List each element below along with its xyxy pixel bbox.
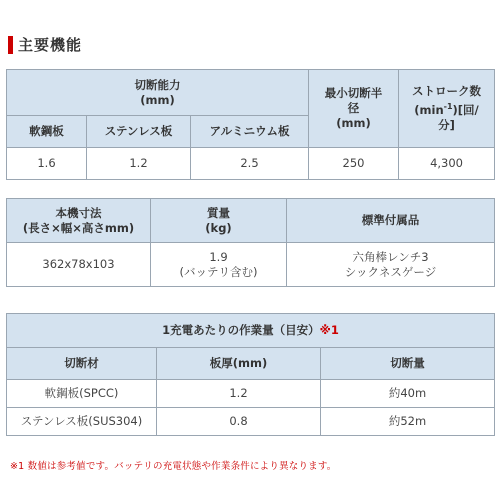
stroke-header-line2 xyxy=(399,99,494,118)
work-header-cut-length: 切断量 xyxy=(321,348,495,380)
mass-header-unit: (kg) xyxy=(205,220,232,235)
capacity-header-unit: (mm) xyxy=(140,92,175,107)
mass-header-label: 質量 xyxy=(207,205,230,220)
min-radius-header-unit: (mm) xyxy=(336,116,371,130)
dims-header-unit: (長さ×幅×高さmm) xyxy=(22,220,135,235)
mass-value-note: (バッテリ含む) xyxy=(179,264,258,279)
section-title: 主要機能 xyxy=(18,36,83,54)
capacity-header xyxy=(7,70,309,116)
stroke-unit-sup: -1 xyxy=(443,102,453,112)
accessories-value xyxy=(287,243,495,287)
work-table-title-text: 1充電あたりの作業量（目安） xyxy=(162,323,320,337)
work-header-thickness: 板厚(mm) xyxy=(157,348,321,380)
stroke-header-line1: ストローク数 xyxy=(412,84,482,99)
mass-value-number: 1.9 xyxy=(209,249,228,264)
min-radius-header-line2: 径 xyxy=(347,101,360,115)
work-row-2-thickness: 0.8 xyxy=(157,408,321,436)
accessory-hex-wrench: 六角棒レンチ3 xyxy=(352,249,429,264)
work-row-1-material: 軟鋼板(SPCC) xyxy=(7,380,157,408)
mass-value xyxy=(151,243,287,287)
dims-header xyxy=(7,199,151,243)
work-row-2-material: ステンレス板(SUS304) xyxy=(7,408,157,436)
work-header-material: 切断材 xyxy=(7,348,157,380)
work-table-title xyxy=(7,314,495,348)
sub-header-mild-steel: 軟鋼板 xyxy=(7,116,87,148)
min-radius-header xyxy=(309,70,399,148)
accessories-header: 標準付属品 xyxy=(287,199,495,243)
footnote: ※1 数値は参考値です。バッテリの充電状態や作業条件により異なります。 xyxy=(10,461,337,472)
stroke-header-line3: 分] xyxy=(438,117,455,132)
specs-table xyxy=(6,198,495,287)
value-aluminum: 2.5 xyxy=(191,148,309,180)
sub-header-stainless: ステンレス板 xyxy=(87,116,191,148)
stroke-unit-pre: (min xyxy=(414,102,444,117)
section-title-marker xyxy=(8,36,13,54)
dims-header-label: 本機寸法 xyxy=(55,205,102,220)
work-row-2-cut-length: 約52m xyxy=(321,408,495,436)
mass-header xyxy=(151,199,287,243)
value-stainless: 1.2 xyxy=(87,148,191,180)
work-row-1-cut-length: 約40m xyxy=(321,380,495,408)
sub-header-aluminum: アルミニウム板 xyxy=(191,116,309,148)
capacity-header-label: 切断能力 xyxy=(134,77,181,92)
work-row-1-thickness: 1.2 xyxy=(157,380,321,408)
value-stroke: 4,300 xyxy=(399,148,495,180)
min-radius-header-line1: 最小切断半 xyxy=(324,86,383,100)
value-mild-steel: 1.6 xyxy=(7,148,87,180)
stroke-header xyxy=(399,70,495,148)
work-per-charge-table xyxy=(6,313,495,436)
capacity-table xyxy=(6,69,495,180)
value-min-radius: 250 xyxy=(309,148,399,180)
accessory-thickness-gauge: シックネスゲージ xyxy=(344,264,437,279)
work-table-title-mark: ※1 xyxy=(319,323,339,337)
stroke-unit-post: )[回/ xyxy=(452,102,479,117)
dims-value: 362x78x103 xyxy=(7,243,151,287)
